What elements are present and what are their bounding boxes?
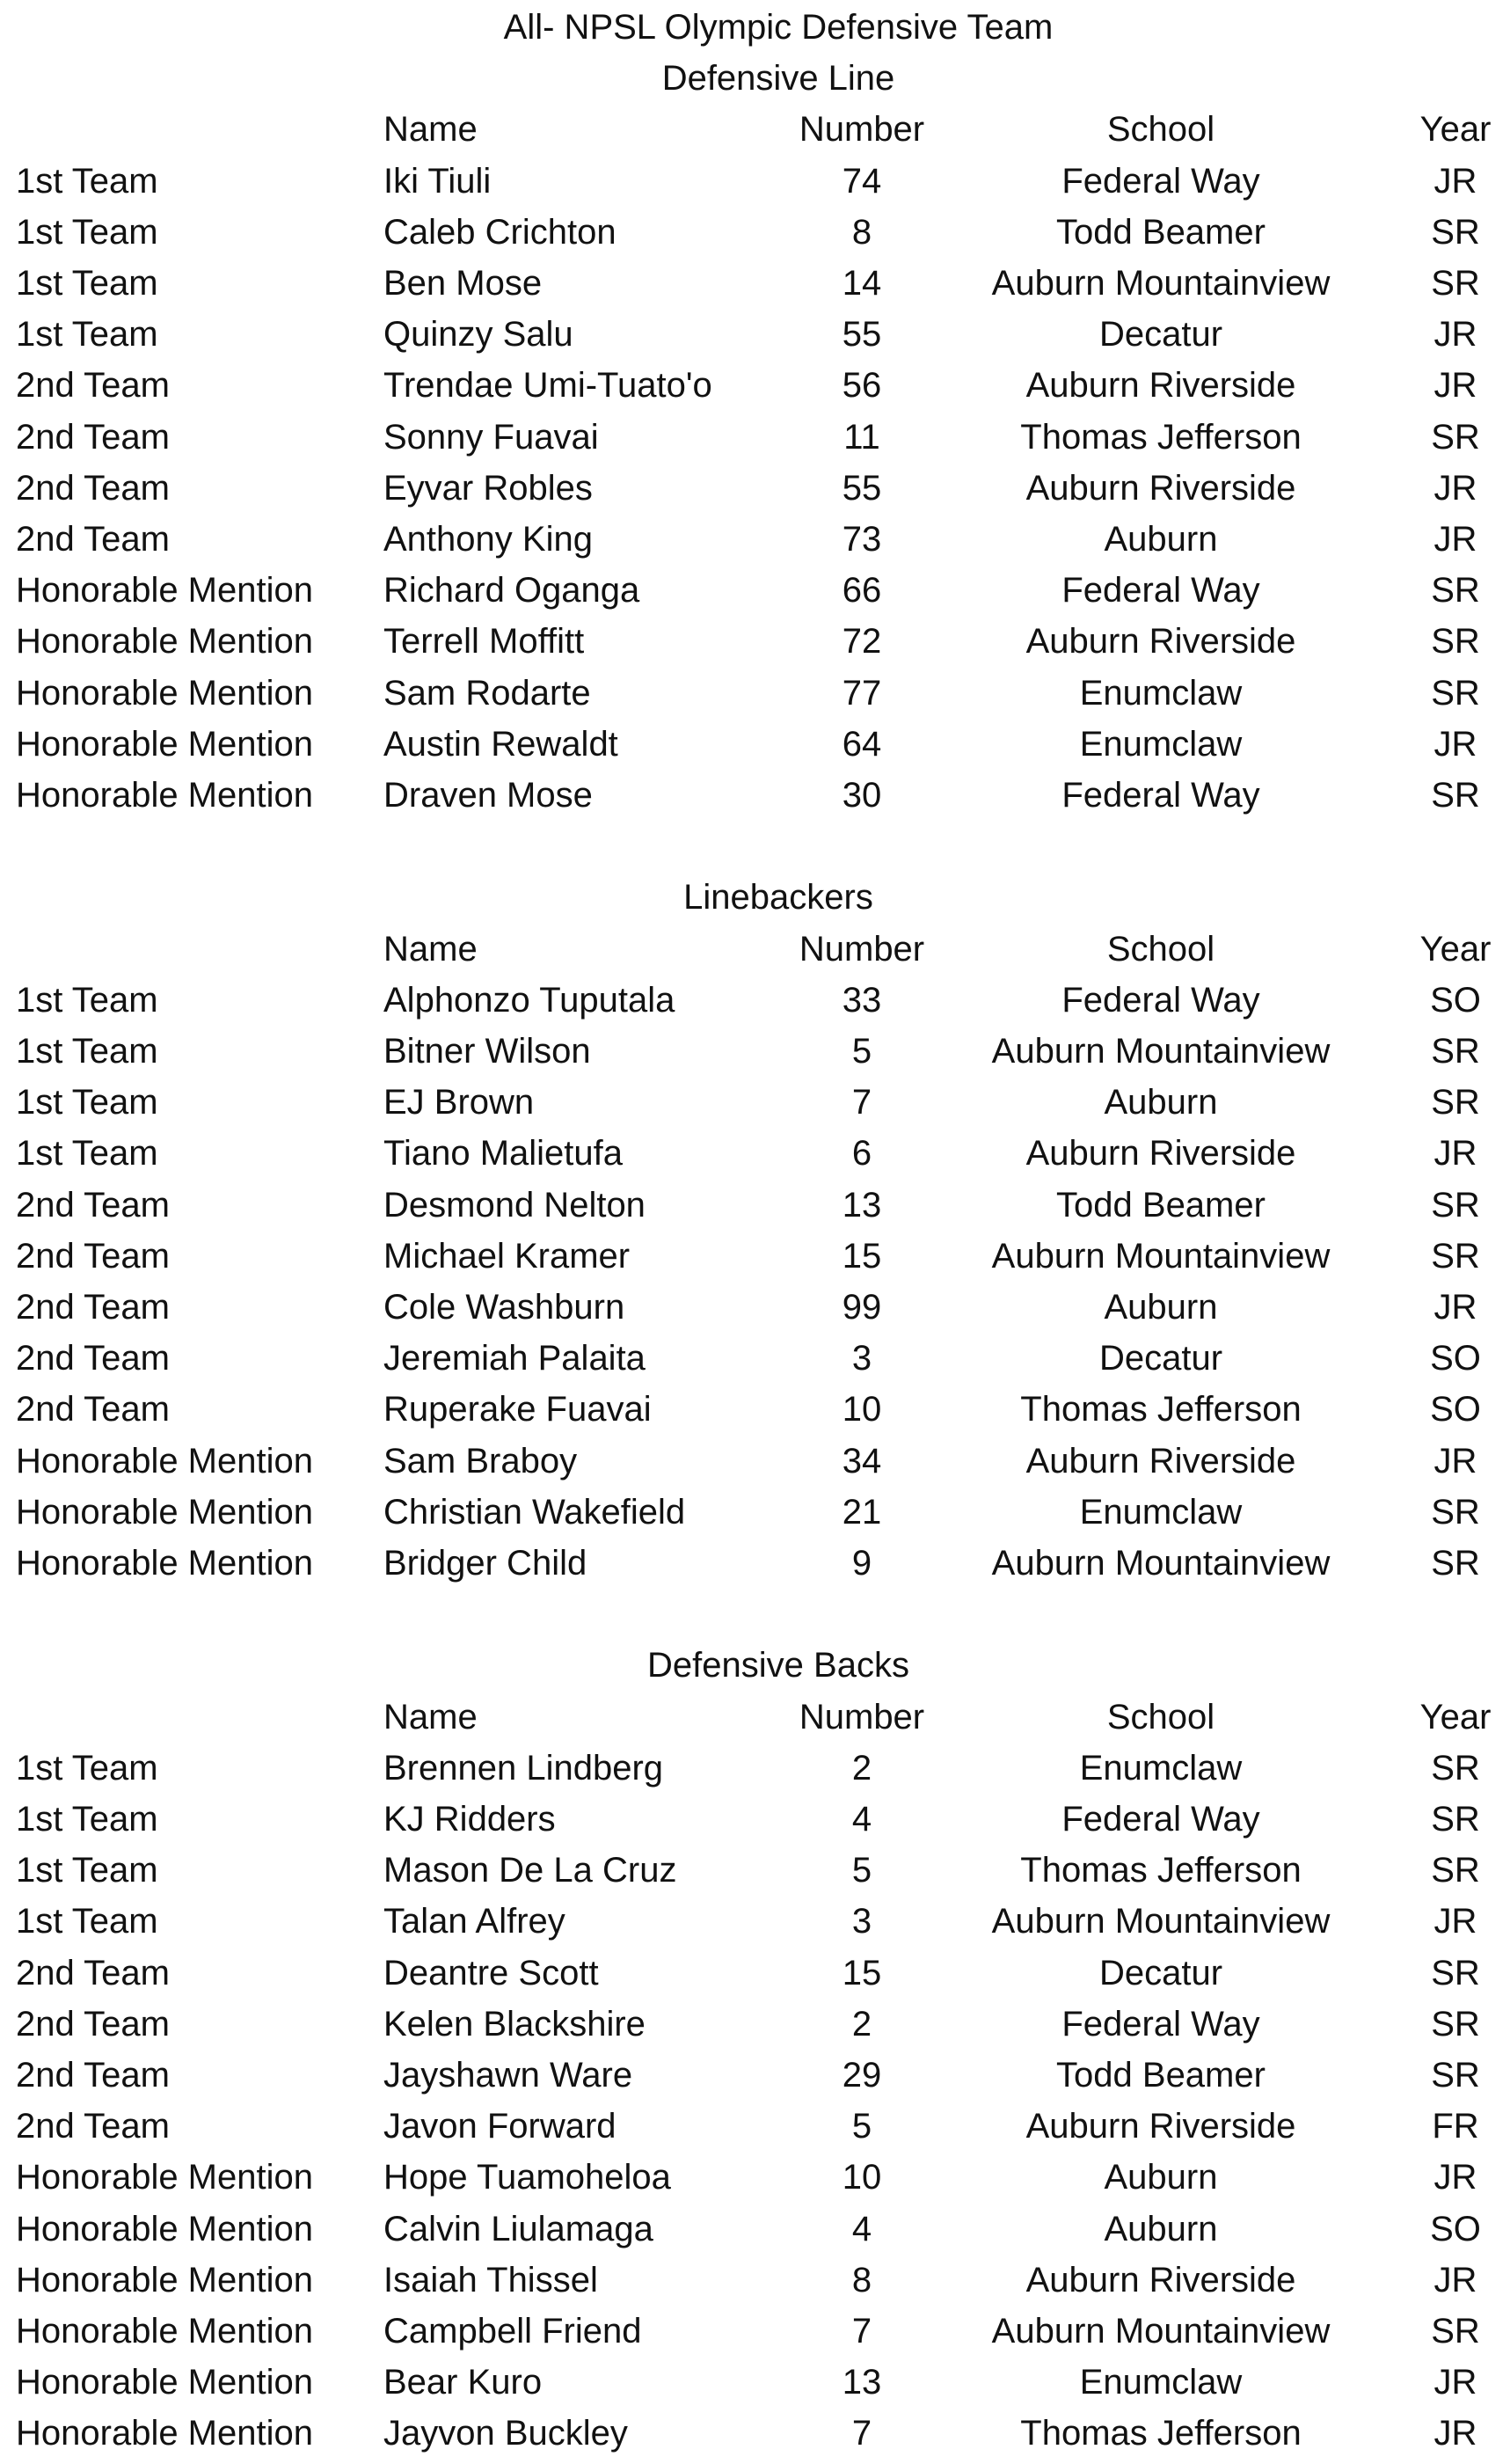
player-year: JR xyxy=(1433,724,1477,764)
player-school: Auburn xyxy=(1104,1083,1218,1122)
player-name: Trendae Umi-Tuato'o xyxy=(383,366,712,406)
player-name: Sam Rodarte xyxy=(383,673,591,713)
player-number: 15 xyxy=(842,1236,882,1276)
player-year: JR xyxy=(1433,366,1477,406)
player-school: Auburn Riverside xyxy=(1025,468,1296,508)
player-name: Anthony King xyxy=(383,520,593,559)
player-year: JR xyxy=(1433,1288,1477,1327)
player-name: Cole Washburn xyxy=(383,1288,625,1327)
player-year: SR xyxy=(1431,1032,1480,1071)
player-year: JR xyxy=(1433,2414,1477,2453)
player-school: Auburn Riverside xyxy=(1025,366,1296,406)
player-school: Auburn Riverside xyxy=(1025,622,1296,662)
player-school: Auburn Riverside xyxy=(1025,1134,1296,1174)
player-school: Enumclaw xyxy=(1079,2363,1243,2402)
player-year: SR xyxy=(1431,2056,1480,2095)
player-name: Ruperake Fuavai xyxy=(383,1390,652,1429)
table-row xyxy=(0,309,1510,360)
player-school: Auburn xyxy=(1104,2209,1218,2248)
table-row xyxy=(0,975,1510,1026)
player-year: JR xyxy=(1433,161,1477,201)
player-school: Enumclaw xyxy=(1079,1492,1243,1532)
player-year: SO xyxy=(1430,980,1481,1020)
player-school: Federal Way xyxy=(1061,2004,1260,2044)
player-school: Todd Beamer xyxy=(1056,1185,1266,1225)
player-number: 3 xyxy=(851,1339,872,1378)
team-level: 1st Team xyxy=(16,1032,158,1071)
player-school: Auburn xyxy=(1104,1288,1218,1327)
player-school: Todd Beamer xyxy=(1056,2056,1266,2095)
team-level: Honorable Mention xyxy=(16,2312,313,2351)
player-year: SR xyxy=(1431,1083,1480,1122)
table-row xyxy=(0,719,1510,770)
team-level: Honorable Mention xyxy=(16,622,313,662)
table-row xyxy=(0,1999,1510,2050)
player-name: Hope Tuamoheloa xyxy=(383,2158,671,2197)
table-row xyxy=(0,1026,1510,1077)
player-number: 74 xyxy=(842,161,882,201)
player-school: Decatur xyxy=(1098,315,1223,355)
team-level: 1st Team xyxy=(16,1748,158,1788)
player-number: 33 xyxy=(842,980,882,1020)
player-number: 5 xyxy=(851,1851,872,1890)
player-year: JR xyxy=(1433,1902,1477,1941)
table-header-row xyxy=(0,924,1510,975)
table-row xyxy=(0,1180,1510,1231)
team-level: 2nd Team xyxy=(16,1339,170,1378)
team-level: 1st Team xyxy=(16,1902,158,1941)
player-school: Auburn Mountainview xyxy=(991,2312,1331,2351)
team-level: 2nd Team xyxy=(16,417,170,457)
team-level: 2nd Team xyxy=(16,2004,170,2044)
player-school: Enumclaw xyxy=(1079,724,1243,764)
player-year: SR xyxy=(1431,1544,1480,1583)
player-name: Jayshawn Ware xyxy=(383,2056,633,2095)
table-row xyxy=(0,360,1510,411)
table-row xyxy=(0,1487,1510,1538)
player-year: SR xyxy=(1431,776,1480,815)
team-level: Honorable Mention xyxy=(16,2209,313,2248)
table-row xyxy=(0,1794,1510,1845)
player-year: SR xyxy=(1431,2004,1480,2044)
player-year: FR xyxy=(1432,2107,1479,2146)
section-title-line xyxy=(0,53,1510,104)
player-number: 14 xyxy=(842,264,882,303)
team-level: 1st Team xyxy=(16,212,158,252)
table-row xyxy=(0,2050,1510,2101)
player-number: 30 xyxy=(842,776,882,815)
team-level: 1st Team xyxy=(16,264,158,303)
section-title-line xyxy=(0,872,1510,923)
player-number: 11 xyxy=(843,417,880,457)
player-name: KJ Ridders xyxy=(383,1800,556,1839)
header-school: School xyxy=(1106,1697,1215,1736)
table-row xyxy=(0,258,1510,309)
table-row xyxy=(0,770,1510,821)
player-name: Jeremiah Palaita xyxy=(383,1339,646,1378)
player-name: Eyvar Robles xyxy=(383,468,593,508)
team-level: Honorable Mention xyxy=(16,724,313,764)
player-school: Federal Way xyxy=(1061,571,1260,611)
table-row xyxy=(0,1743,1510,1794)
header-school: School xyxy=(1106,929,1215,969)
table-row xyxy=(0,565,1510,616)
player-number: 13 xyxy=(842,2363,882,2402)
player-number: 7 xyxy=(851,2414,872,2453)
header-name: Name xyxy=(383,929,478,969)
team-level: Honorable Mention xyxy=(16,673,313,713)
player-number: 7 xyxy=(851,2312,872,2351)
player-number: 34 xyxy=(842,1441,882,1481)
player-name: Bear Kuro xyxy=(383,2363,543,2402)
player-number: 5 xyxy=(851,1032,872,1071)
table-row xyxy=(0,412,1510,463)
player-year: SR xyxy=(1431,1748,1480,1788)
player-year: SO xyxy=(1430,2209,1481,2248)
header-number: Number xyxy=(799,110,925,150)
player-name: Alphonzo Tuputala xyxy=(383,980,675,1020)
table-row xyxy=(0,156,1510,207)
section-title: Defensive Line xyxy=(661,59,895,99)
player-year: JR xyxy=(1433,315,1477,355)
player-name: Javon Forward xyxy=(383,2107,616,2146)
player-year: SR xyxy=(1431,1185,1480,1225)
team-level: 1st Team xyxy=(16,1134,158,1174)
player-school: Auburn xyxy=(1104,2158,1218,2197)
player-year: JR xyxy=(1433,2260,1477,2299)
player-number: 2 xyxy=(851,2004,872,2044)
table-row xyxy=(0,2306,1510,2357)
team-level: 2nd Team xyxy=(16,1185,170,1225)
player-school: Thomas Jefferson xyxy=(1020,417,1302,457)
header-number: Number xyxy=(799,929,925,969)
player-name: Bridger Child xyxy=(383,1544,587,1583)
player-year: SR xyxy=(1431,1851,1480,1890)
player-year: SO xyxy=(1430,1390,1481,1429)
player-number: 15 xyxy=(842,1953,882,1992)
table-row xyxy=(0,668,1510,719)
team-level: 2nd Team xyxy=(16,468,170,508)
player-number: 56 xyxy=(842,366,882,406)
player-school: Auburn Mountainview xyxy=(991,1902,1331,1941)
player-school: Enumclaw xyxy=(1079,673,1243,713)
player-school: Auburn Mountainview xyxy=(991,264,1331,303)
table-header-row xyxy=(0,1692,1510,1743)
player-number: 9 xyxy=(851,1544,872,1583)
player-school: Federal Way xyxy=(1061,776,1260,815)
player-name: Sonny Fuavai xyxy=(383,417,599,457)
team-level: Honorable Mention xyxy=(16,1492,313,1532)
section-title: Linebackers xyxy=(683,878,873,918)
player-school: Enumclaw xyxy=(1079,1748,1243,1788)
table-row xyxy=(0,1128,1510,1179)
player-name: Deantre Scott xyxy=(383,1953,599,1992)
table-row xyxy=(0,2255,1510,2306)
player-name: Tiano Malietufa xyxy=(383,1134,623,1174)
player-number: 66 xyxy=(842,571,882,611)
player-name: Christian Wakefield xyxy=(383,1492,686,1532)
player-name: Michael Kramer xyxy=(383,1236,631,1276)
player-name: Terrell Moffitt xyxy=(383,622,585,662)
player-number: 21 xyxy=(842,1492,882,1532)
table-row xyxy=(0,1384,1510,1435)
player-number: 13 xyxy=(842,1185,882,1225)
player-school: Auburn Mountainview xyxy=(991,1544,1331,1583)
section-title-line xyxy=(0,1640,1510,1691)
table-row xyxy=(0,207,1510,258)
player-year: SR xyxy=(1431,571,1480,611)
player-year: SR xyxy=(1431,622,1480,662)
table-header-row xyxy=(0,104,1510,155)
player-year: JR xyxy=(1433,468,1477,508)
player-number: 8 xyxy=(851,2260,872,2299)
player-number: 4 xyxy=(851,2209,872,2248)
player-number: 77 xyxy=(842,673,882,713)
player-number: 10 xyxy=(842,1390,882,1429)
player-number: 99 xyxy=(842,1288,882,1327)
player-name: Talan Alfrey xyxy=(383,1902,565,1941)
player-school: Todd Beamer xyxy=(1056,212,1266,252)
player-number: 55 xyxy=(842,468,882,508)
team-level: Honorable Mention xyxy=(16,2260,313,2299)
team-level: Honorable Mention xyxy=(16,2363,313,2402)
table-row xyxy=(0,2101,1510,2152)
team-level: 1st Team xyxy=(16,980,158,1020)
player-year: SR xyxy=(1431,1236,1480,1276)
table-row xyxy=(0,616,1510,667)
player-year: SO xyxy=(1430,1339,1481,1378)
team-level: 2nd Team xyxy=(16,2107,170,2146)
table-row xyxy=(0,2204,1510,2255)
team-level: 1st Team xyxy=(16,1800,158,1839)
player-year: SR xyxy=(1431,1953,1480,1992)
player-year: SR xyxy=(1431,2312,1480,2351)
player-school: Auburn Riverside xyxy=(1025,2260,1296,2299)
player-year: SR xyxy=(1431,1492,1480,1532)
player-school: Auburn Mountainview xyxy=(991,1236,1331,1276)
player-name: Sam Braboy xyxy=(383,1441,578,1481)
player-number: 73 xyxy=(842,520,882,559)
header-year: Year xyxy=(1419,110,1492,150)
table-row xyxy=(0,2152,1510,2203)
player-number: 5 xyxy=(851,2107,872,2146)
team-level: Honorable Mention xyxy=(16,1544,313,1583)
player-number: 64 xyxy=(842,724,882,764)
player-school: Auburn xyxy=(1104,520,1218,559)
player-name: Iki Tiuli xyxy=(383,161,492,201)
team-level: Honorable Mention xyxy=(16,571,313,611)
player-name: Richard Oganga xyxy=(383,571,640,611)
player-name: EJ Brown xyxy=(383,1083,535,1122)
player-name: Quinzy Salu xyxy=(383,315,573,355)
player-school: Auburn Mountainview xyxy=(991,1032,1331,1071)
team-level: 2nd Team xyxy=(16,366,170,406)
player-name: Desmond Nelton xyxy=(383,1185,646,1225)
team-level: 2nd Team xyxy=(16,2056,170,2095)
team-level: Honorable Mention xyxy=(16,1441,313,1481)
player-number: 4 xyxy=(851,1800,872,1839)
table-row xyxy=(0,1896,1510,1947)
player-name: Isaiah Thissel xyxy=(383,2260,598,2299)
header-year: Year xyxy=(1419,929,1492,969)
table-row xyxy=(0,1282,1510,1333)
team-level: Honorable Mention xyxy=(16,2158,313,2197)
player-year: SR xyxy=(1431,417,1480,457)
header-name: Name xyxy=(383,1697,478,1736)
player-school: Thomas Jefferson xyxy=(1020,1390,1302,1429)
table-row xyxy=(0,1333,1510,1384)
player-school: Federal Way xyxy=(1061,1800,1260,1839)
team-level: 2nd Team xyxy=(16,1390,170,1429)
table-row xyxy=(0,514,1510,565)
player-number: 72 xyxy=(842,622,882,662)
table-row xyxy=(0,2357,1510,2408)
player-number: 6 xyxy=(851,1134,872,1174)
team-level: 2nd Team xyxy=(16,1236,170,1276)
team-level: Honorable Mention xyxy=(16,776,313,815)
player-name: Kelen Blackshire xyxy=(383,2004,646,2044)
table-row xyxy=(0,463,1510,514)
player-school: Federal Way xyxy=(1061,980,1260,1020)
player-year: JR xyxy=(1433,2363,1477,2402)
player-year: SR xyxy=(1431,1800,1480,1839)
player-school: Thomas Jefferson xyxy=(1020,2414,1302,2453)
player-name: Calvin Liulamaga xyxy=(383,2209,653,2248)
player-year: JR xyxy=(1433,2158,1477,2197)
document-title: All- NPSL Olympic Defensive Team xyxy=(503,8,1054,47)
table-row xyxy=(0,1538,1510,1589)
table-row xyxy=(0,1436,1510,1487)
table-row xyxy=(0,2408,1510,2459)
player-year: SR xyxy=(1431,673,1480,713)
header-year: Year xyxy=(1419,1697,1492,1736)
table-row xyxy=(0,1948,1510,1999)
player-school: Decatur xyxy=(1098,1339,1223,1378)
player-year: SR xyxy=(1431,212,1480,252)
team-level: Honorable Mention xyxy=(16,2414,313,2453)
player-school: Thomas Jefferson xyxy=(1020,1851,1302,1890)
team-level: 2nd Team xyxy=(16,1953,170,1992)
header-school: School xyxy=(1106,110,1215,150)
player-number: 7 xyxy=(851,1083,872,1122)
player-year: JR xyxy=(1433,1134,1477,1174)
team-level: 1st Team xyxy=(16,315,158,355)
player-name: Draven Mose xyxy=(383,776,593,815)
player-name: Brennen Lindberg xyxy=(383,1748,664,1788)
team-level: 1st Team xyxy=(16,1083,158,1122)
player-school: Auburn Riverside xyxy=(1025,2107,1296,2146)
player-name: Bitner Wilson xyxy=(383,1032,591,1071)
player-school: Auburn Riverside xyxy=(1025,1441,1296,1481)
player-year: SR xyxy=(1431,264,1480,303)
player-name: Ben Mose xyxy=(383,264,543,303)
player-year: JR xyxy=(1433,1441,1477,1481)
player-number: 55 xyxy=(842,315,882,355)
player-school: Decatur xyxy=(1098,1953,1223,1992)
table-row xyxy=(0,1077,1510,1128)
document-title-line xyxy=(0,2,1510,53)
player-name: Caleb Crichton xyxy=(383,212,616,252)
player-name: Austin Rewaldt xyxy=(383,724,618,764)
team-level: 2nd Team xyxy=(16,520,170,559)
table-row xyxy=(0,1845,1510,1896)
player-number: 10 xyxy=(842,2158,882,2197)
player-number: 2 xyxy=(851,1748,872,1788)
team-level: 1st Team xyxy=(16,1851,158,1890)
header-name: Name xyxy=(383,110,478,150)
section-title: Defensive Backs xyxy=(647,1646,909,1685)
header-number: Number xyxy=(799,1697,925,1736)
player-school: Federal Way xyxy=(1061,161,1260,201)
player-name: Campbell Friend xyxy=(383,2312,642,2351)
player-year: JR xyxy=(1433,520,1477,559)
player-number: 29 xyxy=(842,2056,882,2095)
player-number: 8 xyxy=(851,212,872,252)
team-level: 1st Team xyxy=(16,161,158,201)
team-level: 2nd Team xyxy=(16,1288,170,1327)
table-row xyxy=(0,1231,1510,1282)
player-name: Mason De La Cruz xyxy=(383,1851,677,1890)
player-name: Jayvon Buckley xyxy=(383,2414,628,2453)
player-number: 3 xyxy=(851,1902,872,1941)
